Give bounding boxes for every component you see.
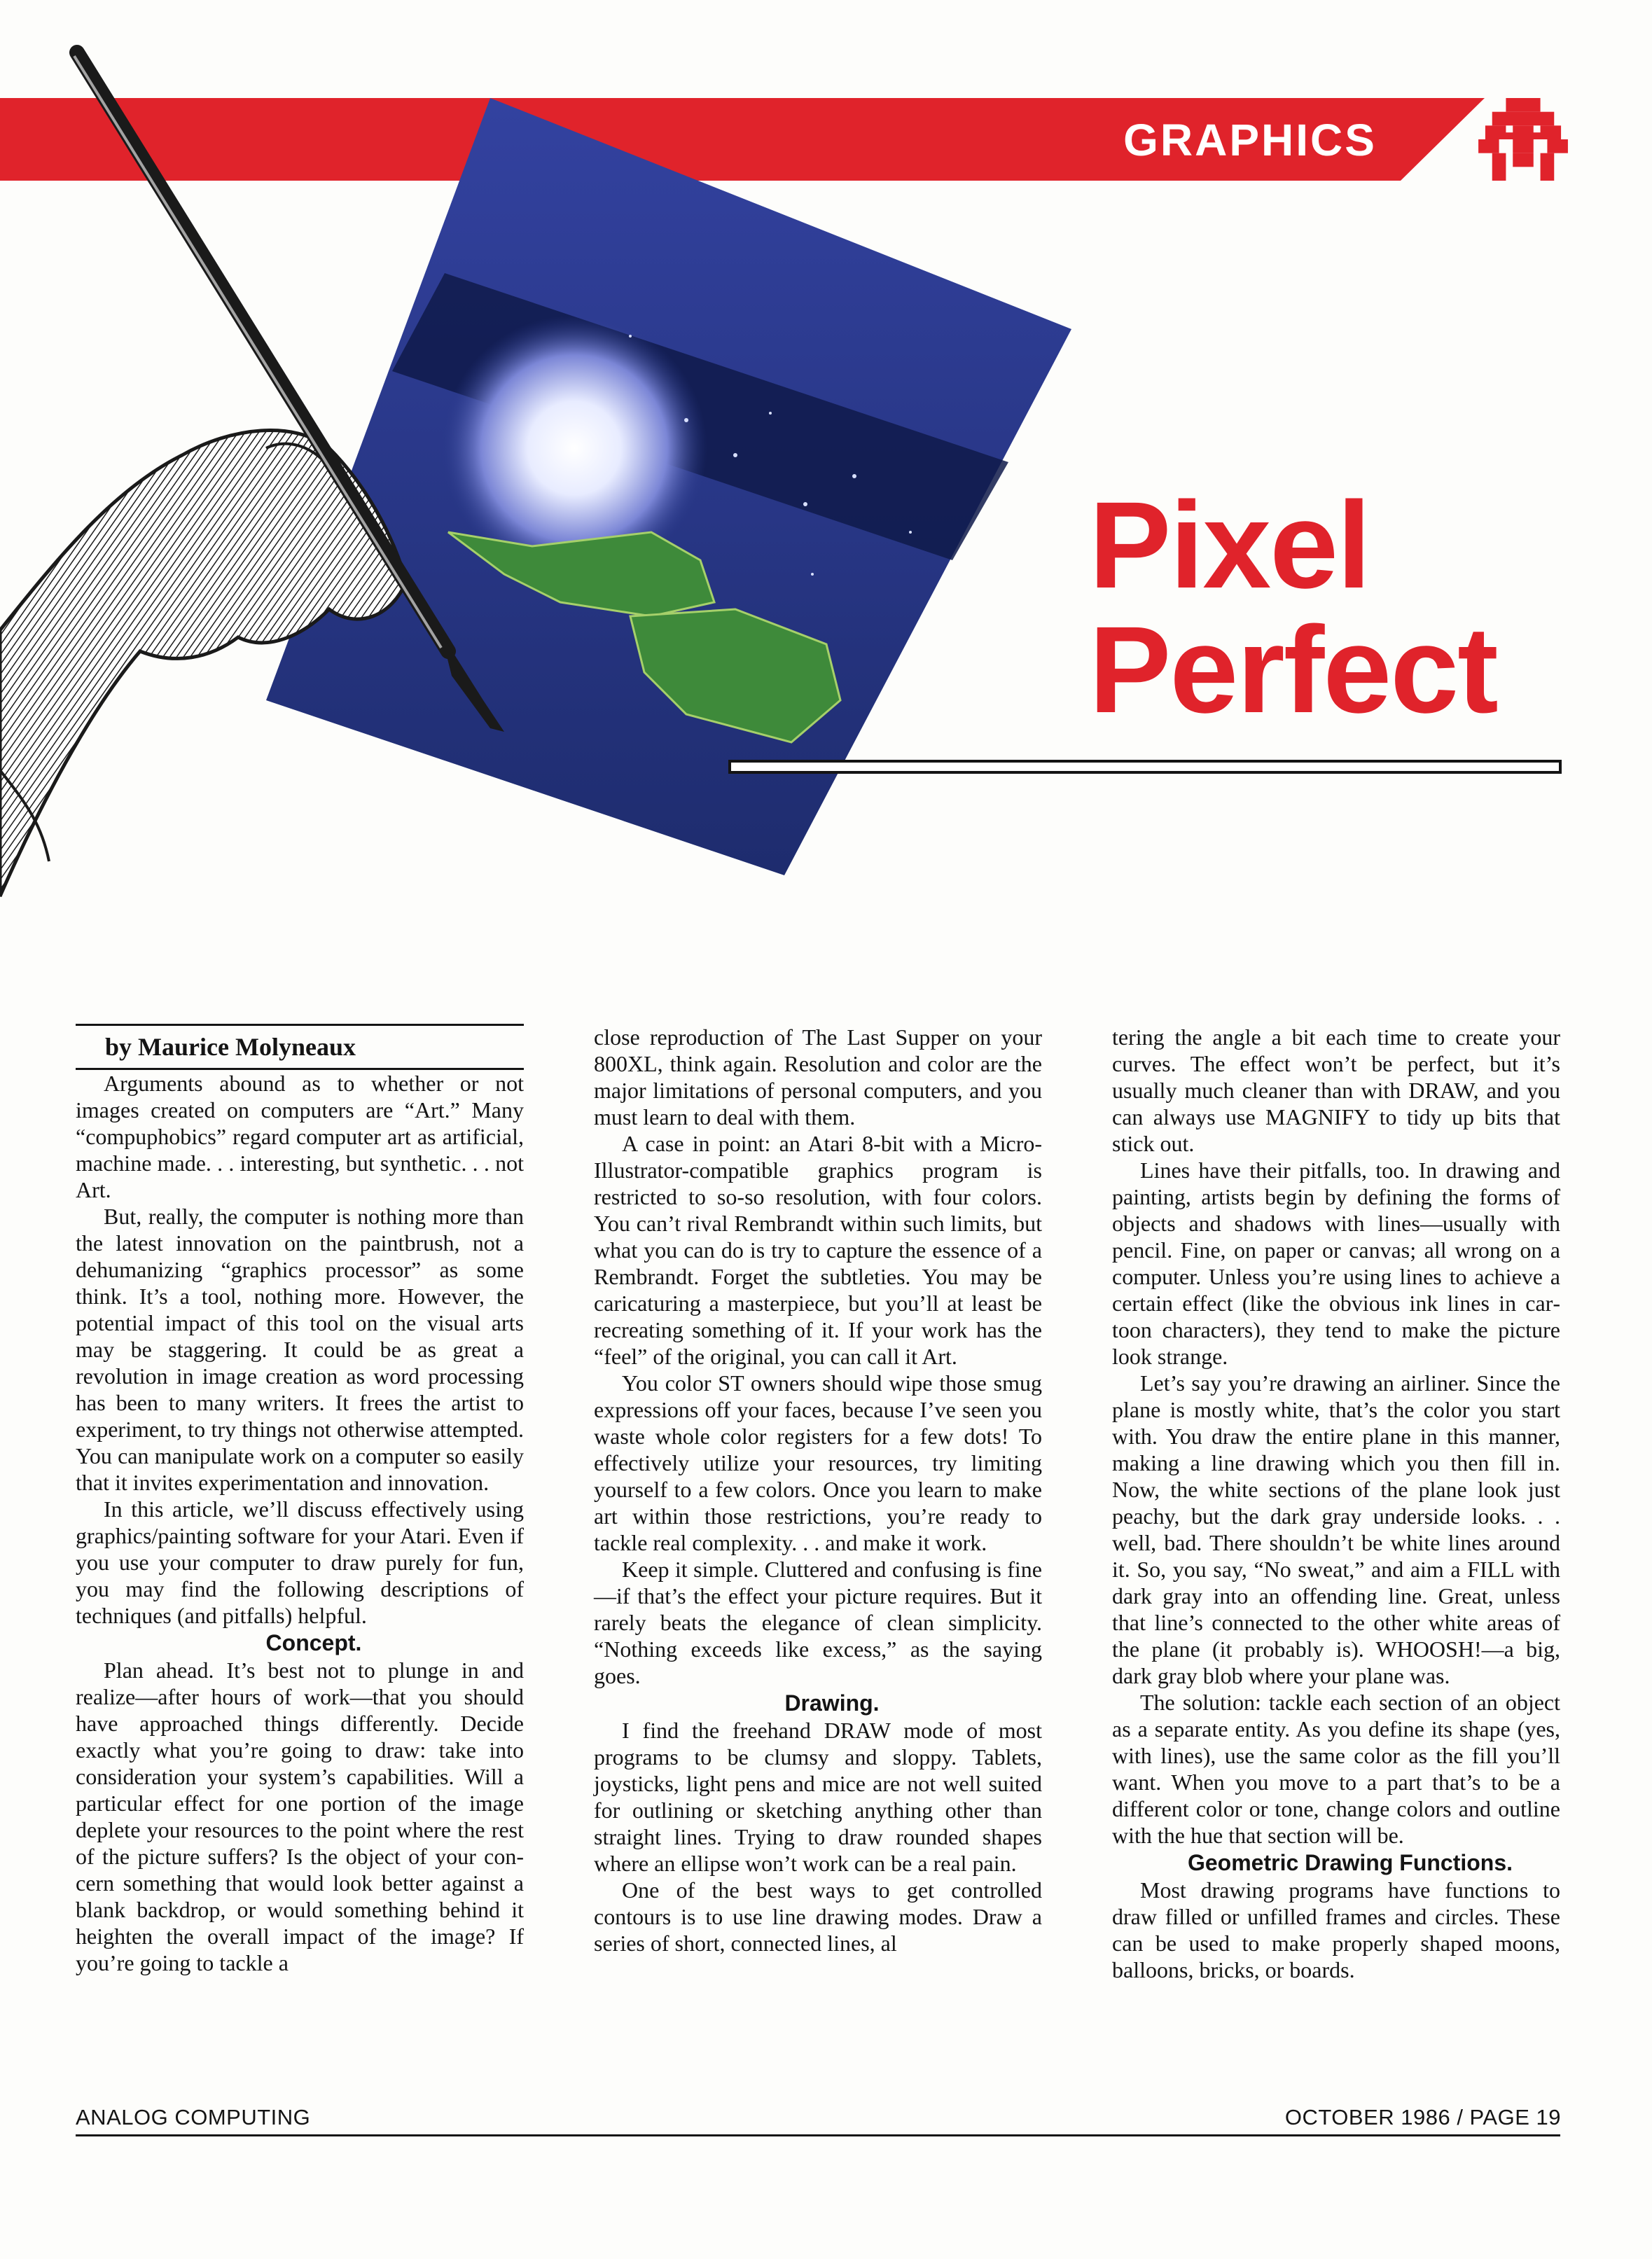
- paragraph: One of the best ways to get controlled contours is to use line drawing modes. Draw a series of short, connected lines, al: [594, 1877, 1042, 1956]
- paragraph: A case in point: an Atari 8-bit with a Micro-Illustrator-compatible graphics program is restricted to so-so resolution, with four colors. You can’t rival Rembrandt within such limits, but what you can do is try to capture the essence of a Rembrandt. Forget the subtleties. You may be caricaturing a masterpiece, but you’ll at least be recreating something of it. If your work has the “feel” of the original, you can call it Art.: [594, 1131, 1042, 1369]
- title-rule: [728, 760, 1562, 774]
- subhead-concept: Concept.: [265, 1630, 362, 1655]
- picture-card: [266, 98, 1071, 875]
- subhead-drawing: Drawing.: [784, 1690, 880, 1716]
- title-line-1: Pixel: [1089, 477, 1370, 614]
- invader-logo-icon: [1478, 98, 1569, 181]
- paragraph: Arguments abound as to whether or not images created on computers are “Art.” Many “compuphobics” regard computer art as artificial, machine made. . . interesting, but synthetic. . . not Art.: [76, 1071, 524, 1202]
- paragraph: Most drawing programs have functions to draw filled or unfilled frames and circles. These can be used to make properly shaped moons, balloons, bricks, or boards.: [1112, 1877, 1560, 1982]
- paragraph: Let’s say you’re drawing an airliner. Since the plane is mostly white, that’s the color you start with. You draw the entire plane in this manner, making a line drawing which you then fill in. Now, the white sections of the plane look just peachy, but the dark gray underside looks. . . well, bad. There shouldn’t be white lines around it. So, you say, “No sweat,” and aim a FILL with dark gray into an offending line. Great, unless that line’s connected to the other white areas of the plane (it probably is). WHOOSH!—a big, dark gray blob where your plane was.: [1112, 1370, 1560, 1688]
- paragraph: Plan ahead. It’s best not to plunge in and realize—after hours of work—that you should have approached things differently. Decide exactly what you’re going to draw: take into consideration your system’s capabilities. Will a particular effect for one portion of the image deplete your resources to the point where the rest of the picture suffers? Is the object of your concern something that would look better against a blank backdrop, or would something behind it heighten the overall impact of the image? If you’re going to tackle a: [76, 1657, 524, 1975]
- footer-publication: ANALOG COMPUTING: [76, 2105, 311, 2129]
- paragraph: In this article, we’ll discuss effectively using graphics/painting software for your Atari. Even if you use your computer to draw purely for fun, you may find the following descriptions of techniques (and pitfalls) helpful.: [76, 1496, 524, 1628]
- column-3: [1112, 1024, 1560, 1983]
- footer-page-info: OCTOBER 1986 / PAGE 19: [1284, 2105, 1561, 2129]
- paragraph: But, really, the computer is nothing more than the latest innovation on the paintbrush, not a dehumanizing “graphics processor” as some think. It’s a tool, nothing more. However, the potential impact of this tool on the visual arts may be staggering. It could be as great a revolution in image creation as word processing has been to many writers. It frees the artist to experiment, to try things not otherwise attempted. You can manipulate work on a computer so easily that it invites experimentation and innovation.: [76, 1204, 524, 1495]
- paragraph: close reproduction of The Last Supper on your 800XL, think again. Resolution and color are the major limitations of personal computers, and you must learn to deal with them.: [594, 1024, 1042, 1130]
- paragraph: You color ST owners should wipe those smug expressions off your faces, because I’ve seen you waste whole color registers for a few dots! To effectively utilize your resources, try limiting yourself to a few colors. Once you learn to make art within those restrictions, you’re ready to tackle real complexity. . . and make it work.: [594, 1370, 1042, 1555]
- section-label: GRAPHICS: [1123, 115, 1377, 165]
- paragraph: I find the freehand DRAW mode of most programs to be clumsy and sloppy. Tablets, joysticks, light pens and mice are not well suited for outlining or sketching anything other than straight lines. Trying to draw rounded shapes where an ellipse won’t work can be a real pain.: [594, 1718, 1042, 1876]
- paragraph: tering the angle a bit each time to create your curves. The effect won’t be perfect, but it’s usually much cleaner than with DRAW, and you can always use MAGNIFY to tidy up bits that stick out.: [1112, 1024, 1560, 1156]
- article-title: [1089, 477, 1635, 739]
- footer-rule: [76, 2134, 1560, 2136]
- paragraph: Keep it simple. Cluttered and confusing is fine—if that’s the effect your picture requires. But it rarely beats the elegance of clean simplicity. “Nothing exceeds like excess,” as the saying goes.: [594, 1557, 1042, 1688]
- title-line-2: Perfect: [1089, 602, 1497, 739]
- subhead-geometric: Geometric Drawing Functions.: [1187, 1850, 1513, 1875]
- column-1: [76, 1024, 524, 1976]
- column-2: [594, 1024, 1042, 1956]
- paragraph: Lines have their pitfalls, too. In drawing and painting, artists begin by defining the forms of objects and shadows with lines—usually with pencil. Fine, on paper or canvas; all wrong on a computer. Unless you’re using lines to achieve a certain effect (like the obvious ink lines in cartoon characters), they tend to make the picture look strange.: [1112, 1158, 1560, 1369]
- byline: by Maurice Molyneaux: [76, 1024, 524, 1070]
- paragraph: The solution: tackle each section of an object as a separate entity. As you define its shape (yes, with lines), use the same color as the fill you’ll want. When you move to a part that’s to be a different color or tone, change colors and outline with the hue that section will be.: [1112, 1690, 1560, 1848]
